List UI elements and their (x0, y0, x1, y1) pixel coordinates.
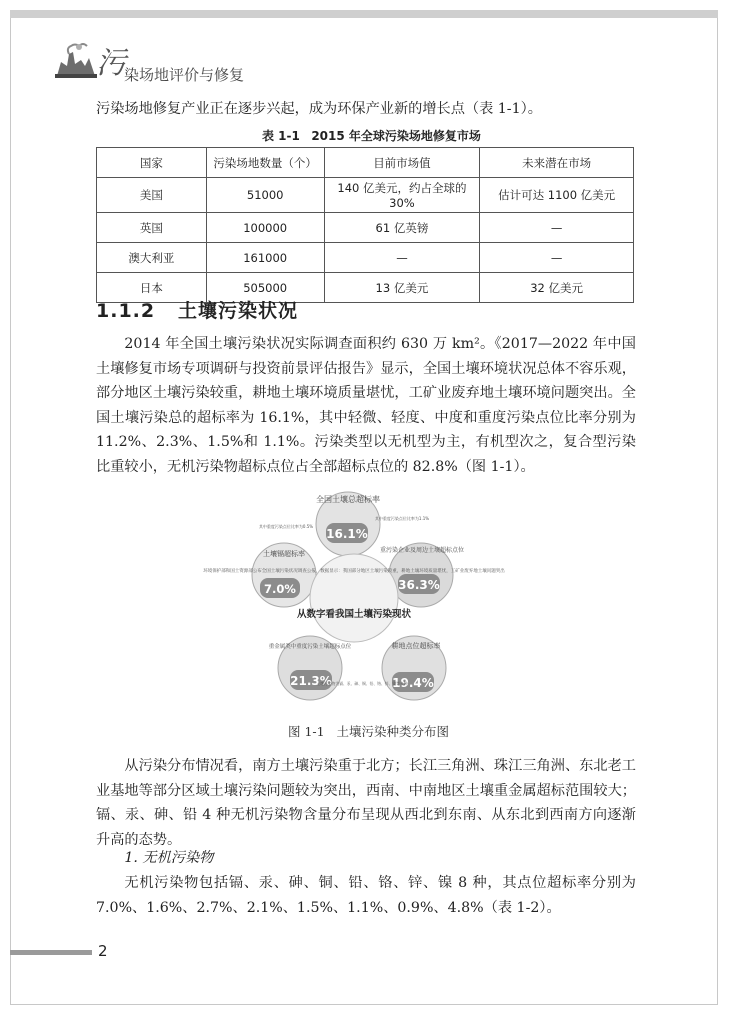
figure-caption-title: 土壤污染种类分布图 (336, 724, 450, 739)
note-1: 其中重度污染点位比率为0.5% (258, 524, 314, 529)
subheading-block (96, 846, 636, 871)
table-cell: 100000 (206, 213, 324, 243)
soil-pollution-infographic (203, 480, 505, 716)
value-farmland: 19.4% (392, 676, 434, 690)
factory-logo-icon (55, 42, 97, 78)
table-cell: 61 亿英镑 (324, 213, 480, 243)
label-heavy-metal: 重金属类中重度污染土壤超标点位 (268, 644, 352, 650)
table-cell: 澳大利亚 (97, 243, 207, 273)
header-big-char: 污 (96, 46, 126, 81)
figure-caption (288, 722, 449, 740)
footer-bar (10, 950, 92, 955)
label-farmland: 耕地点位超标率 (391, 642, 441, 650)
table-cell: 51000 (206, 178, 324, 213)
table-cell: 13 亿美元 (324, 273, 480, 303)
paragraph-1 (96, 332, 636, 479)
table-cell: 英国 (97, 213, 207, 243)
table-cell: 140 亿美元，约占全球的 30% (324, 178, 480, 213)
intro-text: 污染场地修复产业正在逐步兴起，成为环保产业新的增长点（表 1-1）。 (96, 101, 542, 117)
paragraph-1-text: 2014 年全国土壤污染状况实际调查面积约 630 万 km²。《2017—2022 年中国土壤修复市场专项调研与投资前景评估报告》显示，全国土壤环境状况总体不容乐观，部分地区土壤污染较重，耕地土壤环境质量堪忧，工矿业废弃地土壤环境问题突出。全国土壤污染总的超标率为 16.1%，其中轻微、轻度、中度和重度污染点位比率分别为 11.2%、2.3%、1.5%和 1.1%。污染类型以无机型为主，有机型次之，复合型污染比重较小，无机污染物超标点位占全部超标点位的 82.8%（图 1-1）。 (96, 336, 636, 475)
note-2: 其中重度污染点位比率为1.1% (374, 516, 430, 521)
label-enterprise: 重污染企业及周边土壤超标点位 (379, 547, 465, 554)
table-row (97, 213, 634, 243)
value-heavy-metal: 21.3% (290, 674, 332, 688)
table-cell: 505000 (206, 273, 324, 303)
figure-caption-num: 图 1-1 (288, 724, 325, 739)
table-header-cell: 国家 (97, 148, 207, 178)
market-table (96, 147, 634, 303)
table-row (97, 243, 634, 273)
table-cell: 161000 (206, 243, 324, 273)
paragraph-2-text: 从污染分布情况看，南方土壤污染重于北方；长江三角洲、珠江三角洲、东北老工业基地等部分区域土壤污染问题较为突出，西南、中南地区土壤重金属超标范围较大；镉、汞、砷、铅 4 种无机污染物含量分布呈现从西北到东南、从东北到西南方向逐渐升高的态势。 (96, 758, 636, 848)
figure-center-title: 从数字看我国土壤污染现状 (296, 609, 412, 620)
center-circle (310, 554, 398, 642)
section-heading (96, 296, 298, 323)
section-title: 土壤污染状况 (177, 300, 298, 322)
table-header-row (97, 148, 634, 178)
subheading-inorganic: 1. 无机污染物 (124, 850, 214, 866)
page-number: 2 (98, 942, 108, 960)
value-total-rate: 16.1% (326, 527, 368, 541)
top-bar (10, 10, 718, 18)
value-enterprise: 36.3% (398, 578, 440, 592)
table-cell: 美国 (97, 178, 207, 213)
table-header-cell: 污染场地数量（个） (206, 148, 324, 178)
table-header-cell: 未来潜在市场 (480, 148, 634, 178)
value-cadmium: 7.0% (264, 582, 296, 596)
paragraph-2 (96, 754, 636, 852)
table-caption (262, 127, 481, 144)
note-3: 土壤污染物为镉、汞、砷、铜、铅、铬、锌、镍等多种 (316, 681, 408, 686)
table-cell: — (480, 213, 634, 243)
paragraph-3-text: 无机污染物包括镉、汞、砷、铜、铅、铬、锌、镍 8 种，其点位超标率分别为 7.0%、1.6%、2.7%、2.1%、1.5%、1.1%、0.9%、4.8%（表 1-2）。 (96, 875, 636, 916)
table-cell: 估计可达 1100 亿美元 (480, 178, 634, 213)
intro-paragraph (96, 97, 636, 122)
table-cell: — (324, 243, 480, 273)
table-cell: 32 亿美元 (480, 273, 634, 303)
table-cell: 日本 (97, 273, 207, 303)
label-cadmium: 土壤镉超标率 (263, 550, 305, 558)
table-header-cell: 目前市场值 (324, 148, 480, 178)
header-subtitle: 染场地评价与修复 (124, 66, 245, 84)
table-caption-title: 2015 年全球污染场地修复市场 (311, 129, 481, 143)
paragraph-3 (96, 871, 636, 920)
table-caption-num: 表 1-1 (262, 129, 300, 143)
table-cell: — (480, 243, 634, 273)
label-total-rate: 全国土壤总超标率 (316, 495, 380, 504)
center-note: 环境保护部和国土资源部公布全国土壤污染状况调查公报，数据显示：我国部分地区土壤污染较重，耕地土壤环境质量堪忧，工矿业废弃地土壤问题突出 (203, 569, 505, 574)
table-row (97, 178, 634, 213)
section-number: 1.1.2 (96, 300, 156, 322)
